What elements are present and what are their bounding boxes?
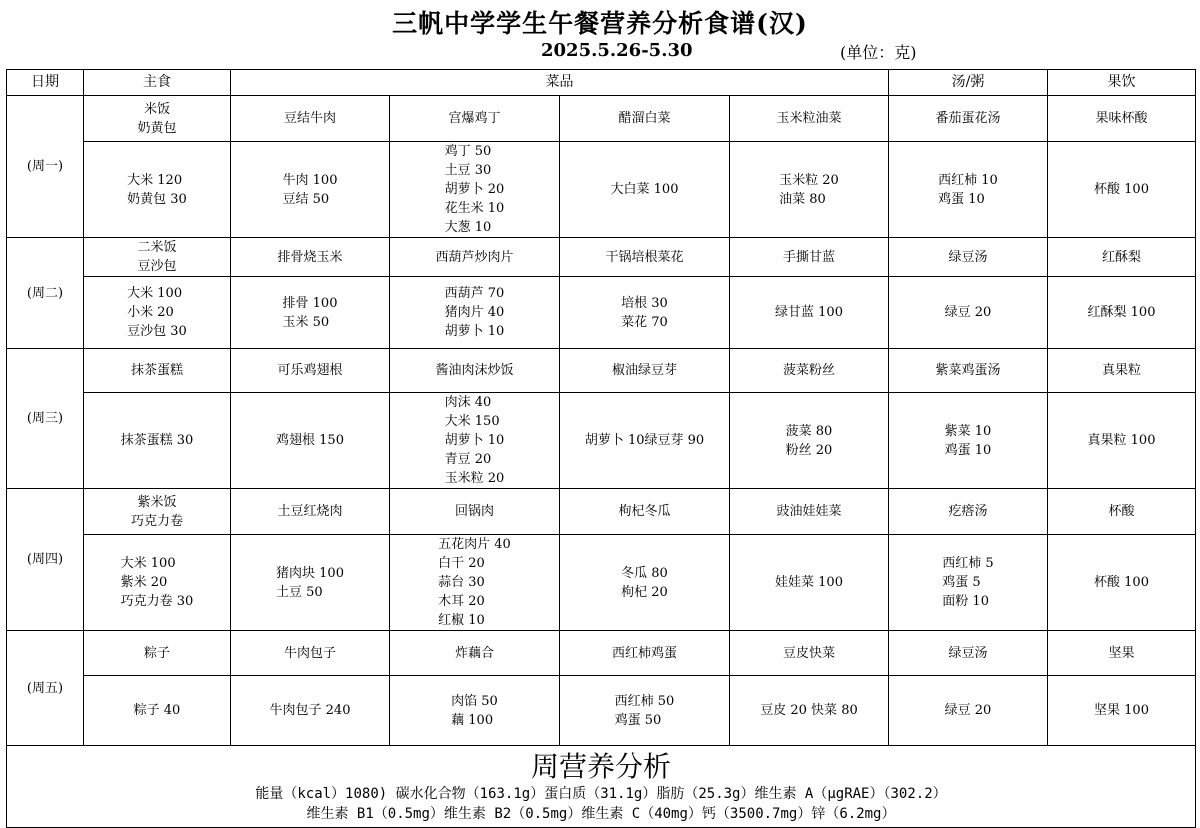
dish1-name: 土豆红烧肉	[231, 489, 390, 535]
dish1-detail: 排骨 100 玉米 50	[231, 277, 390, 349]
staple-name: 抹茶蛋糕	[84, 349, 231, 393]
day-label: (周二)	[7, 238, 84, 349]
day-detail-row	[7, 277, 1196, 349]
summary-line-2: 维生素 B1（0.5mg）维生素 B2（0.5mg）维生素 C（40mg）钙（3500.7mg）锌（6.2mg）	[306, 805, 896, 822]
soup-name: 绿豆汤	[889, 631, 1048, 676]
dish3-name: 干锅培根菜花	[560, 238, 730, 277]
day-name-row	[7, 96, 1196, 142]
day-label: (周五)	[7, 631, 84, 746]
day-detail-row	[7, 393, 1196, 489]
staple-name: 米饭 奶黄包	[84, 96, 231, 142]
soup-detail: 西红柿 10 鸡蛋 10	[889, 142, 1048, 238]
fruit-name: 杯酸	[1048, 489, 1196, 535]
dish3-detail: 胡萝卜 10绿豆芽 90	[560, 393, 730, 489]
staple-detail: 粽子 40	[84, 676, 231, 746]
dish1-name: 牛肉包子	[231, 631, 390, 676]
fruit-name: 红酥梨	[1048, 238, 1196, 277]
dish3-name: 枸杞冬瓜	[560, 489, 730, 535]
dish2-name: 炸藕合	[390, 631, 560, 676]
day-detail-row	[7, 535, 1196, 631]
fruit-name: 果味杯酸	[1048, 96, 1196, 142]
staple-detail: 大米 100 小米 20 豆沙包 30	[84, 277, 231, 349]
soup-name: 疙瘩汤	[889, 489, 1048, 535]
date-range: 2025.5.26-5.30	[541, 40, 693, 61]
day-name-row	[7, 489, 1196, 535]
col-dishes-header: 菜品	[231, 70, 889, 96]
soup-detail: 西红柿 5 鸡蛋 5 面粉 10	[889, 535, 1048, 631]
fruit-detail: 杯酸 100	[1048, 535, 1196, 631]
day-label: (周三)	[7, 349, 84, 489]
unit-note: (单位：克)	[840, 43, 917, 62]
staple-detail: 抹茶蛋糕 30	[84, 393, 231, 489]
fruit-detail: 真果粒 100	[1048, 393, 1196, 489]
summary-line-1: 能量（kcal）1080) 碳水化合物（163.1g）蛋白质（31.1g）脂肪（25.3g）维生素 A（μgRAE）（302.2）	[255, 785, 947, 802]
dish1-detail: 牛肉包子 240	[231, 676, 390, 746]
day-detail-row	[7, 676, 1196, 746]
summary-cell	[7, 746, 1196, 828]
dish4-name: 菠菜粉丝	[730, 349, 889, 393]
dish3-detail: 冬瓜 80 枸杞 20	[560, 535, 730, 631]
dish1-name: 豆结牛肉	[231, 96, 390, 142]
fruit-detail: 杯酸 100	[1048, 142, 1196, 238]
dish1-name: 可乐鸡翅根	[231, 349, 390, 393]
dish3-detail: 大白菜 100	[560, 142, 730, 238]
dish2-name: 宫爆鸡丁	[390, 96, 560, 142]
soup-detail: 绿豆 20	[889, 676, 1048, 746]
dish2-detail: 五花肉片 40 白干 20 蒜台 30 木耳 20 红椒 10	[390, 535, 560, 631]
dish1-detail: 牛肉 100 豆结 50	[231, 142, 390, 238]
dish2-detail: 肉馅 50 藕 100	[390, 676, 560, 746]
dish2-name: 酱油肉沫炒饭	[390, 349, 560, 393]
fruit-name: 真果粒	[1048, 349, 1196, 393]
soup-name: 紫菜鸡蛋汤	[889, 349, 1048, 393]
staple-detail: 大米 120 奶黄包 30	[84, 142, 231, 238]
day-name-row	[7, 238, 1196, 277]
day-label: (周四)	[7, 489, 84, 631]
summary-row	[7, 746, 1196, 828]
summary-title: 周营养分析	[530, 749, 671, 783]
dish2-name: 西葫芦炒肉片	[390, 238, 560, 277]
dish2-name: 回锅肉	[390, 489, 560, 535]
fruit-detail: 红酥梨 100	[1048, 277, 1196, 349]
soup-name: 番茄蛋花汤	[889, 96, 1048, 142]
dish4-detail: 豆皮 20 快菜 80	[730, 676, 889, 746]
col-fruit-header: 果饮	[1048, 70, 1196, 96]
header-row	[7, 70, 1196, 96]
col-date-header: 日期	[7, 70, 84, 96]
day-name-row	[7, 631, 1196, 676]
dish1-name: 排骨烧玉米	[231, 238, 390, 277]
dish1-detail: 猪肉块 100 土豆 50	[231, 535, 390, 631]
dish4-name: 玉米粒油菜	[730, 96, 889, 142]
col-soup-header: 汤/粥	[889, 70, 1048, 96]
dish4-name: 手撕甘蓝	[730, 238, 889, 277]
day-label: (周一)	[7, 96, 84, 238]
dish2-detail: 鸡丁 50 土豆 30 胡萝卜 20 花生米 10 大葱 10	[390, 142, 560, 238]
dish1-detail: 鸡翅根 150	[231, 393, 390, 489]
dish4-name: 豉油娃娃菜	[730, 489, 889, 535]
dish2-detail: 肉沫 40 大米 150 胡萝卜 10 青豆 20 玉米粒 20	[390, 393, 560, 489]
dish4-name: 豆皮快菜	[730, 631, 889, 676]
soup-detail: 绿豆 20	[889, 277, 1048, 349]
fruit-detail: 坚果 100	[1048, 676, 1196, 746]
dish2-detail: 西葫芦 70 猪肉片 40 胡萝卜 10	[390, 277, 560, 349]
soup-detail: 紫菜 10 鸡蛋 10	[889, 393, 1048, 489]
soup-name: 绿豆汤	[889, 238, 1048, 277]
staple-name: 粽子	[84, 631, 231, 676]
dish4-detail: 绿甘蓝 100	[730, 277, 889, 349]
dish4-detail: 娃娃菜 100	[730, 535, 889, 631]
menu-table	[6, 69, 1196, 828]
staple-name: 紫米饭 巧克力卷	[84, 489, 231, 535]
staple-name: 二米饭 豆沙包	[84, 238, 231, 277]
dish4-detail: 菠菜 80 粉丝 20	[730, 393, 889, 489]
col-staple-header: 主食	[84, 70, 231, 96]
page-title: 三帆中学学生午餐营养分析食谱(汉)	[392, 9, 808, 38]
fruit-name: 坚果	[1048, 631, 1196, 676]
day-name-row	[7, 349, 1196, 393]
dish3-detail: 西红柿 50 鸡蛋 50	[560, 676, 730, 746]
dish3-detail: 培根 30 菜花 70	[560, 277, 730, 349]
dish3-name: 西红柿鸡蛋	[560, 631, 730, 676]
day-detail-row	[7, 142, 1196, 238]
dish3-name: 醋溜白菜	[560, 96, 730, 142]
dish4-detail: 玉米粒 20 油菜 80	[730, 142, 889, 238]
staple-detail: 大米 100 紫米 20 巧克力卷 30	[84, 535, 231, 631]
dish3-name: 椒油绿豆芽	[560, 349, 730, 393]
